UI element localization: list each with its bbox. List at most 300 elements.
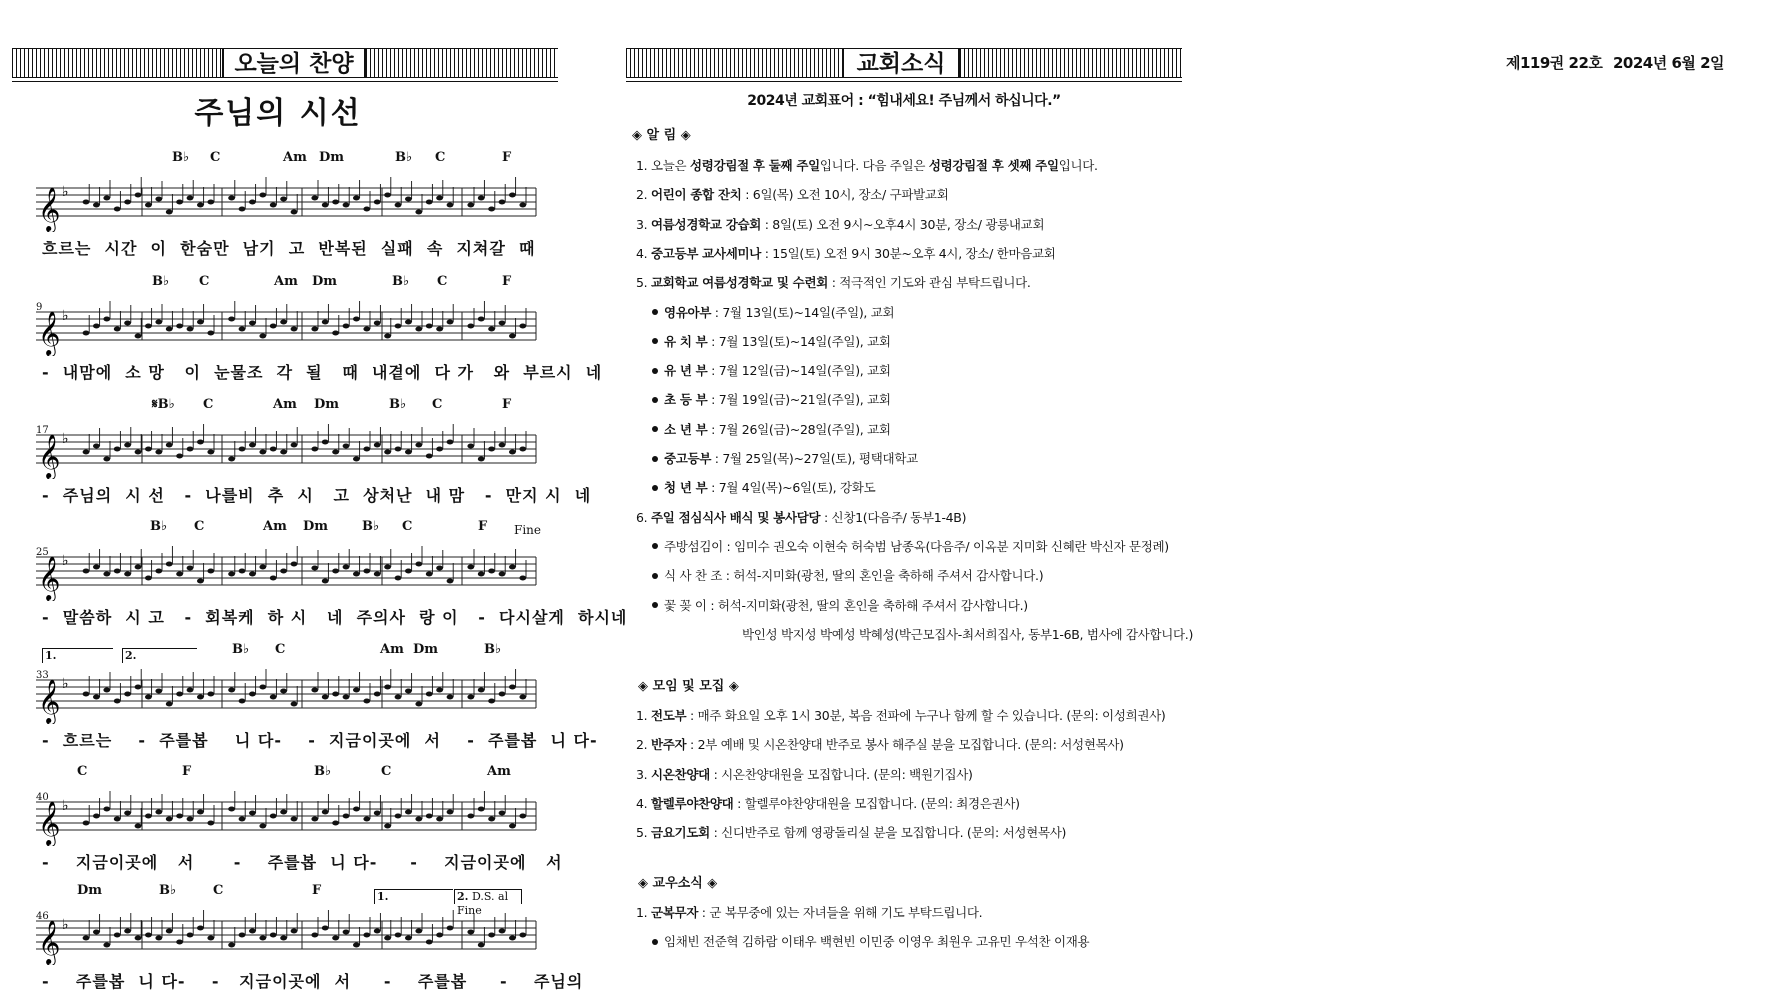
chord-symbol: F xyxy=(312,883,322,898)
note-head xyxy=(447,926,454,931)
chord-symbol: C xyxy=(199,274,210,289)
chord-symbol: C xyxy=(381,764,392,779)
note-head xyxy=(207,569,214,574)
staff xyxy=(22,172,542,232)
note-head xyxy=(509,565,516,570)
measure-number: 9 xyxy=(36,302,43,313)
chord-symbol: Dm xyxy=(312,274,338,289)
note-head xyxy=(332,331,339,336)
note-head xyxy=(135,565,142,570)
measure-number: 33 xyxy=(36,670,49,681)
note-head xyxy=(176,454,183,459)
note-head xyxy=(228,457,235,462)
note-head xyxy=(155,569,162,574)
note-head xyxy=(447,810,454,815)
note-head xyxy=(384,193,391,198)
note-head xyxy=(280,320,287,325)
note-head xyxy=(155,450,162,455)
note-head xyxy=(114,207,121,212)
note-head xyxy=(103,317,110,322)
note-head xyxy=(291,702,298,707)
key-flat-icon: ♭ xyxy=(62,553,69,569)
note-head xyxy=(322,695,329,700)
note-head xyxy=(145,576,152,581)
note-head xyxy=(197,579,204,584)
note-head xyxy=(374,811,381,816)
chord-symbol: C xyxy=(210,150,221,165)
note-head xyxy=(124,321,131,326)
note-head xyxy=(197,203,204,208)
chord-symbol: C xyxy=(77,764,88,779)
note-head xyxy=(280,936,287,941)
note-head xyxy=(488,569,495,574)
note-head xyxy=(405,810,412,815)
note-head xyxy=(447,695,454,700)
lunch-service-item: 꽃 꽂 이 : 허석-지미화(광천, 딸의 혼인을 축하해 주셔서 감사합니다.) xyxy=(652,596,1028,614)
note-head xyxy=(467,695,474,700)
note-head xyxy=(332,450,339,455)
note-head xyxy=(384,685,391,690)
header-rule xyxy=(12,81,558,82)
note-head xyxy=(259,450,266,455)
note-head xyxy=(166,210,173,215)
note-head xyxy=(145,324,152,329)
staff xyxy=(22,786,542,846)
note-head xyxy=(207,936,214,941)
bullet-icon xyxy=(652,368,658,374)
note-head xyxy=(499,692,506,697)
note-head xyxy=(135,824,142,829)
note-head xyxy=(478,688,485,693)
note-head xyxy=(478,317,485,322)
chord-symbol: C xyxy=(402,519,413,534)
note-head xyxy=(187,933,194,938)
note-head xyxy=(270,814,277,819)
note-head xyxy=(415,817,422,822)
note-head xyxy=(259,565,266,570)
note-head xyxy=(145,933,152,938)
note-head xyxy=(166,443,173,448)
note-head xyxy=(447,203,454,208)
note-head xyxy=(239,699,246,704)
note-head xyxy=(259,193,266,198)
note-head xyxy=(426,454,433,459)
note-head xyxy=(509,936,516,941)
note-head xyxy=(363,933,370,938)
note-head xyxy=(415,562,422,567)
note-head xyxy=(135,450,142,455)
note-head xyxy=(353,196,360,201)
note-head xyxy=(155,197,162,202)
chord-symbol: B♭ xyxy=(150,519,168,534)
note-head xyxy=(291,817,298,822)
note-head xyxy=(207,821,214,826)
note-head xyxy=(176,200,183,205)
note-head xyxy=(270,576,277,581)
key-flat-icon: ♭ xyxy=(62,917,69,933)
note-head xyxy=(436,447,443,452)
chord-symbol: F xyxy=(182,764,192,779)
note-head xyxy=(519,933,526,938)
note-head xyxy=(384,824,391,829)
recruit-item: 2. 반주자 : 2부 예배 및 시온찬양대 반주로 봉사 해주실 분을 모집합니다. (문의: 서성현목사) xyxy=(636,737,1124,753)
note-head xyxy=(114,327,121,332)
note-head xyxy=(415,929,422,934)
note-head xyxy=(415,327,422,332)
note-head xyxy=(363,817,370,822)
note-head xyxy=(135,685,142,690)
note-head xyxy=(436,196,443,201)
note-head xyxy=(415,210,422,215)
key-flat-icon: ♭ xyxy=(62,431,69,447)
lyrics-line: - 지금이곳에 서 - 주를봅 니 다- - 지금이곳에 서 xyxy=(42,853,563,872)
note-head xyxy=(103,196,110,201)
note-head xyxy=(415,443,422,448)
note-head xyxy=(270,447,277,452)
thanks-note: 박인성 박지성 박예성 박혜성(박근모집사-최서희집사, 동부1-6B, 범사에 감사합니다.) xyxy=(742,626,1194,642)
note-head xyxy=(207,331,214,336)
note-head xyxy=(103,572,110,577)
note-head xyxy=(488,447,495,452)
note-head xyxy=(332,692,339,697)
note-head xyxy=(166,817,173,822)
note-head xyxy=(519,203,526,208)
note-head xyxy=(447,320,454,325)
note-head xyxy=(187,327,194,332)
note-head xyxy=(259,936,266,941)
song-title: 주님의 시선 xyxy=(194,96,362,131)
volta-bracket: 1. xyxy=(42,648,113,663)
chord-symbol: F xyxy=(502,397,512,412)
chord-symbol: Am xyxy=(263,519,287,534)
note-head xyxy=(353,572,360,577)
recruit-item: 4. 할렐루야찬양대 : 할렐루야찬양대원을 모집합니다. (문의: 최경은권사) xyxy=(636,795,1020,811)
note-head xyxy=(114,817,121,822)
bullet-icon xyxy=(652,456,658,462)
note-head xyxy=(436,327,443,332)
note-head xyxy=(124,572,131,577)
treble-clef-icon: 𝄞 xyxy=(38,311,61,355)
note-head xyxy=(415,702,422,707)
note-head xyxy=(436,817,443,822)
note-head xyxy=(343,695,350,700)
note-head xyxy=(155,936,162,941)
note-head xyxy=(436,933,443,938)
measure-number: 17 xyxy=(36,425,49,436)
note-head xyxy=(447,579,454,584)
camp-item: 초 등 부 : 7월 19일(금)~21일(주일), 교회 xyxy=(652,390,891,408)
issue-date: 2024년 6월 2일 xyxy=(1613,54,1725,72)
camp-item: 유 치 부 : 7월 13일(토)~14일(주일), 교회 xyxy=(652,332,891,350)
recruit-heading: ◈ 모임 및 모집 ◈ xyxy=(638,679,739,694)
chord-symbol: B♭ xyxy=(232,642,250,657)
chord-symbol: B♭ xyxy=(395,150,413,165)
note-head xyxy=(395,576,402,581)
chord-symbol: Dm xyxy=(319,150,345,165)
chord-symbol: B♭ xyxy=(152,274,170,289)
note-head xyxy=(395,814,402,819)
chord-symbol: Am xyxy=(283,150,307,165)
note-head xyxy=(467,930,474,935)
chord-symbol: 𝄋B♭ xyxy=(152,397,175,412)
note-head xyxy=(291,210,298,215)
chord-symbol: B♭ xyxy=(172,150,190,165)
note-head xyxy=(93,695,100,700)
volta-bracket: 1. xyxy=(374,889,453,904)
note-head xyxy=(280,450,287,455)
announcement-item: 5. 교회학교 여름성경학교 및 수련회 : 적극적인 기도와 관심 부탁드립니다. xyxy=(636,275,1031,291)
note-head xyxy=(249,321,256,326)
note-head xyxy=(176,692,183,697)
camp-item: 유 년 부 : 7월 12일(금)~14일(주일), 교회 xyxy=(652,361,891,379)
note-head xyxy=(145,814,152,819)
note-head xyxy=(311,933,318,938)
note-head xyxy=(332,821,339,826)
note-head xyxy=(426,814,433,819)
note-head xyxy=(499,811,506,816)
note-head xyxy=(322,810,329,815)
note-head xyxy=(405,569,412,574)
note-head xyxy=(239,817,246,822)
note-head xyxy=(228,807,235,812)
chord-symbol: F xyxy=(502,274,512,289)
note-head xyxy=(488,207,495,212)
note-head xyxy=(249,811,256,816)
note-head xyxy=(467,565,474,570)
ds-al-fine-marking: D.S. al Fine xyxy=(457,890,509,917)
chord-symbol: C xyxy=(437,274,448,289)
staff xyxy=(22,296,542,356)
chord-symbol: Dm xyxy=(77,883,103,898)
recruit-item: 3. 시온찬양대 : 시온찬양대원을 모집합니다. (문의: 백원기집사) xyxy=(636,766,973,782)
chord-symbol: C xyxy=(275,642,286,657)
note-head xyxy=(259,824,266,829)
note-head xyxy=(187,447,194,452)
note-head xyxy=(519,576,526,581)
note-head xyxy=(353,943,360,948)
note-head xyxy=(478,196,485,201)
note-head xyxy=(228,196,235,201)
note-head xyxy=(478,457,485,462)
note-head xyxy=(405,450,412,455)
note-head xyxy=(197,695,204,700)
chord-symbol: C xyxy=(194,519,205,534)
note-head xyxy=(155,810,162,815)
issue-number: 제119권 22호 xyxy=(1506,54,1603,72)
note-head xyxy=(197,440,204,445)
note-head xyxy=(280,569,287,574)
military-names: 임채빈 전준혁 김하람 이태우 백현빈 이민중 이영우 최원우 고유민 우석찬 이재용 xyxy=(652,932,1089,950)
treble-clef-icon: 𝄞 xyxy=(38,679,61,723)
recruit-item: 5. 금요기도회 : 신디반주로 함께 영광돌리실 분을 모집합니다. (문의: 서성현목사) xyxy=(636,825,1067,841)
note-head xyxy=(311,688,318,693)
bullet-icon xyxy=(652,543,658,549)
bullet-icon xyxy=(652,309,658,315)
note-head xyxy=(166,929,173,934)
note-head xyxy=(488,327,495,332)
note-head xyxy=(83,936,90,941)
announcements-heading: ◈ 알 림 ◈ xyxy=(632,128,691,143)
note-head xyxy=(228,572,235,577)
note-head xyxy=(426,200,433,205)
announcement-item: 3. 여름성경학교 강습회 : 8일(토) 오전 9시~오후4시 30분, 장소/ 광릉내교회 xyxy=(636,216,1045,232)
note-head xyxy=(322,926,329,931)
note-head xyxy=(374,200,381,205)
bullet-icon xyxy=(652,939,658,945)
bullet-icon xyxy=(652,573,658,579)
note-head xyxy=(270,695,277,700)
note-head xyxy=(166,327,173,332)
note-head xyxy=(135,936,142,941)
note-head xyxy=(124,929,131,934)
note-head xyxy=(239,933,246,938)
note-head xyxy=(478,943,485,948)
note-head xyxy=(239,207,246,212)
note-head xyxy=(322,440,329,445)
chord-symbol: B♭ xyxy=(484,642,502,657)
note-head xyxy=(384,450,391,455)
note-head xyxy=(259,334,266,339)
note-head xyxy=(488,699,495,704)
note-head xyxy=(363,207,370,212)
hatch-right xyxy=(960,48,1182,78)
note-head xyxy=(467,444,474,449)
note-head xyxy=(228,688,235,693)
note-head xyxy=(499,200,506,205)
note-head xyxy=(124,200,131,205)
note-head xyxy=(249,692,256,697)
note-head xyxy=(447,440,454,445)
note-head xyxy=(83,569,90,574)
note-head xyxy=(343,324,350,329)
note-head xyxy=(467,814,474,819)
note-head xyxy=(384,565,391,570)
year-motto: 2024년 교회표어 : “힘내세요! 주님께서 하십니다.” xyxy=(747,93,1061,109)
note-head xyxy=(197,810,204,815)
note-head xyxy=(478,807,485,812)
note-head xyxy=(176,814,183,819)
note-head xyxy=(83,450,90,455)
note-head xyxy=(239,327,246,332)
note-head xyxy=(103,457,110,462)
note-head xyxy=(519,324,526,329)
note-head xyxy=(374,929,381,934)
staff xyxy=(22,419,542,479)
note-head xyxy=(197,320,204,325)
note-head xyxy=(374,572,381,577)
bullet-icon xyxy=(652,338,658,344)
note-head xyxy=(311,447,318,452)
note-head xyxy=(332,936,339,941)
note-head xyxy=(499,321,506,326)
measure-number: 46 xyxy=(36,911,49,922)
note-head xyxy=(291,929,298,934)
note-head xyxy=(405,689,412,694)
note-head xyxy=(353,807,360,812)
note-head xyxy=(124,443,131,448)
note-head xyxy=(249,200,256,205)
note-head xyxy=(322,203,329,208)
note-head xyxy=(343,814,350,819)
note-head xyxy=(519,695,526,700)
note-head xyxy=(114,447,121,452)
note-head xyxy=(426,572,433,577)
news-section-title: 교회소식 xyxy=(842,48,960,78)
bullet-icon xyxy=(652,426,658,432)
note-head xyxy=(519,814,526,819)
note-head xyxy=(478,572,485,577)
note-head xyxy=(103,807,110,812)
camp-item: 소 년 부 : 7월 26일(금)~28일(주일), 교회 xyxy=(652,420,891,438)
staff xyxy=(22,664,542,724)
note-head xyxy=(384,334,391,339)
lunch-service-item: 주방섬김이 : 임미수 권오숙 이현숙 허숙범 남종옥(다음주/ 이옥분 지미화 신혜란 박신자 문정례) xyxy=(652,537,1169,555)
news-header xyxy=(626,48,1182,78)
staff xyxy=(22,541,542,601)
measure-number: 40 xyxy=(36,792,49,803)
note-head xyxy=(228,943,235,948)
treble-clef-icon: 𝄞 xyxy=(38,556,61,600)
note-head xyxy=(343,444,350,449)
treble-clef-icon: 𝄞 xyxy=(38,187,61,231)
note-head xyxy=(187,566,194,571)
camp-item: 중고등부 : 7월 25일(목)~27일(토), 평택대학교 xyxy=(652,449,918,467)
note-head xyxy=(83,692,90,697)
members-heading: ◈ 교우소식 ◈ xyxy=(638,876,718,891)
note-head xyxy=(311,566,318,571)
lunch-service-item: 식 사 찬 조 : 허석-지미화(광천, 딸의 혼인을 축하해 주셔서 감사합니다.) xyxy=(652,566,1043,584)
lyrics-line: - 주님의 시 선 - 나를비 추 시 고 상처난 내 맘 - 만지 시 네 xyxy=(42,486,592,505)
chord-symbol: Am xyxy=(274,274,298,289)
note-head xyxy=(207,200,214,205)
note-head xyxy=(311,196,318,201)
note-head xyxy=(353,457,360,462)
treble-clef-icon: 𝄞 xyxy=(38,920,61,964)
hymn-section-title: 오늘의 찬양 xyxy=(222,48,366,78)
note-head xyxy=(166,562,173,567)
hatch-left xyxy=(626,48,842,78)
key-flat-icon: ♭ xyxy=(62,308,69,324)
treble-clef-icon: 𝄞 xyxy=(38,801,61,845)
lyrics-line: - 주를봅 니 다- - 지금이곳에 서 - 주를봅 - 주님의 xyxy=(42,972,584,991)
note-head xyxy=(332,200,339,205)
note-head xyxy=(249,929,256,934)
note-head xyxy=(176,324,183,329)
note-head xyxy=(176,940,183,945)
note-head xyxy=(259,685,266,690)
note-head xyxy=(207,450,214,455)
note-head xyxy=(467,324,474,329)
chord-symbol: C xyxy=(432,397,443,412)
note-head xyxy=(197,926,204,931)
note-head xyxy=(145,695,152,700)
chord-symbol: C xyxy=(435,150,446,165)
note-head xyxy=(93,565,100,570)
note-head xyxy=(124,692,131,697)
note-head xyxy=(114,569,121,574)
note-head xyxy=(93,203,100,208)
chord-symbol: B♭ xyxy=(392,274,410,289)
note-head xyxy=(93,444,100,449)
chord-symbol: B♭ xyxy=(314,764,332,779)
note-head xyxy=(93,324,100,329)
note-head xyxy=(374,443,381,448)
chord-symbol: C xyxy=(203,397,214,412)
key-flat-icon: ♭ xyxy=(62,676,69,692)
chord-symbol: B♭ xyxy=(389,397,407,412)
note-head xyxy=(467,203,474,208)
lyrics-line: - 내맘에 소 망 이 눈물조 각 될 때 내곁에 다 가 와 부르시 네 xyxy=(42,363,603,382)
